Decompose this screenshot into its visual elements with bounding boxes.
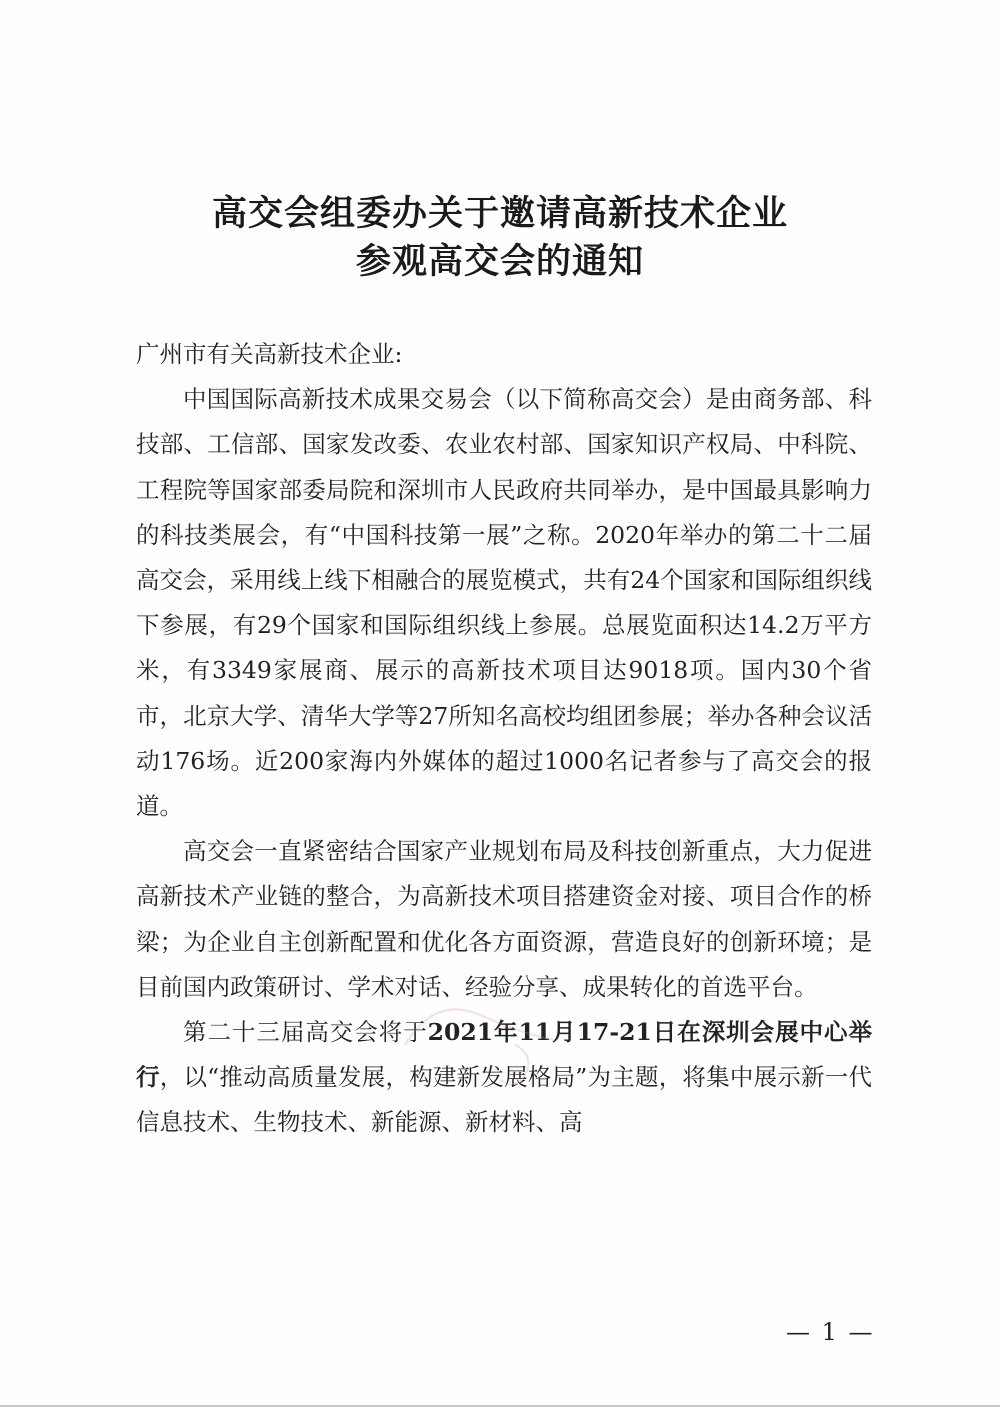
paragraph-3-event-date-location: 2021年11月17-21日在深圳会展中心举行: [136, 1018, 872, 1092]
paragraph-1: 中国国际高新技术成果交易会（以下简称高交会）是由商务部、科技部、工信部、国家发改委、农业农村部、国家知识产权局、中科院、工程院等国家部委局院和深圳市人民政府共同举办，是中国最具影响力的科技类展会，有“中国科技第一展”之称。2020年举办的第二十二届高交会，采用线上线下相融合的展览模式，共有24个国家和国际组织线下参展，有29个国家和国际组织线上参展。总展览面积达14.2万平方米，有3349家展商、展示的高新技术项目达9018项。国内30个省市，北京大学、清华大学等27所知名高校均组团参展；举办各种会议活动176场。近200家海内外媒体的超过1000名记者参与了高交会的报道。: [136, 385, 872, 821]
document-title-line-2: 参观高交会的通知: [355, 241, 644, 282]
paragraph-2: 高交会一直紧密结合国家产业规划布局及科技创新重点，大力促进高新技术产业链的整合，为高新技术项目搭建资金对接、项目合作的桥梁；为企业自主创新配置和优化各方面资源，营造良好的创新环境；是目前国内政策研讨、学术对话、经验分享、成果转化的首选平台。: [136, 837, 872, 1001]
page-number: — 1 —: [786, 1318, 875, 1346]
paragraph-3-lead: 第二十三届高交会将于: [183, 1018, 428, 1047]
document-title-line-1: 高交会组委办关于邀请高新技术企业: [211, 193, 788, 234]
paragraph-3-rest: ，以“推动高质量发展，构建新发展格局”为主题，将集中展示新一代信息技术、生物技术、新能源、新材料、高: [136, 1063, 873, 1137]
page-bottom-edge: [0, 1405, 1000, 1407]
salutation: 广州市有关高新技术企业:: [136, 340, 403, 368]
faint-seal-watermark: [395, 985, 565, 1095]
